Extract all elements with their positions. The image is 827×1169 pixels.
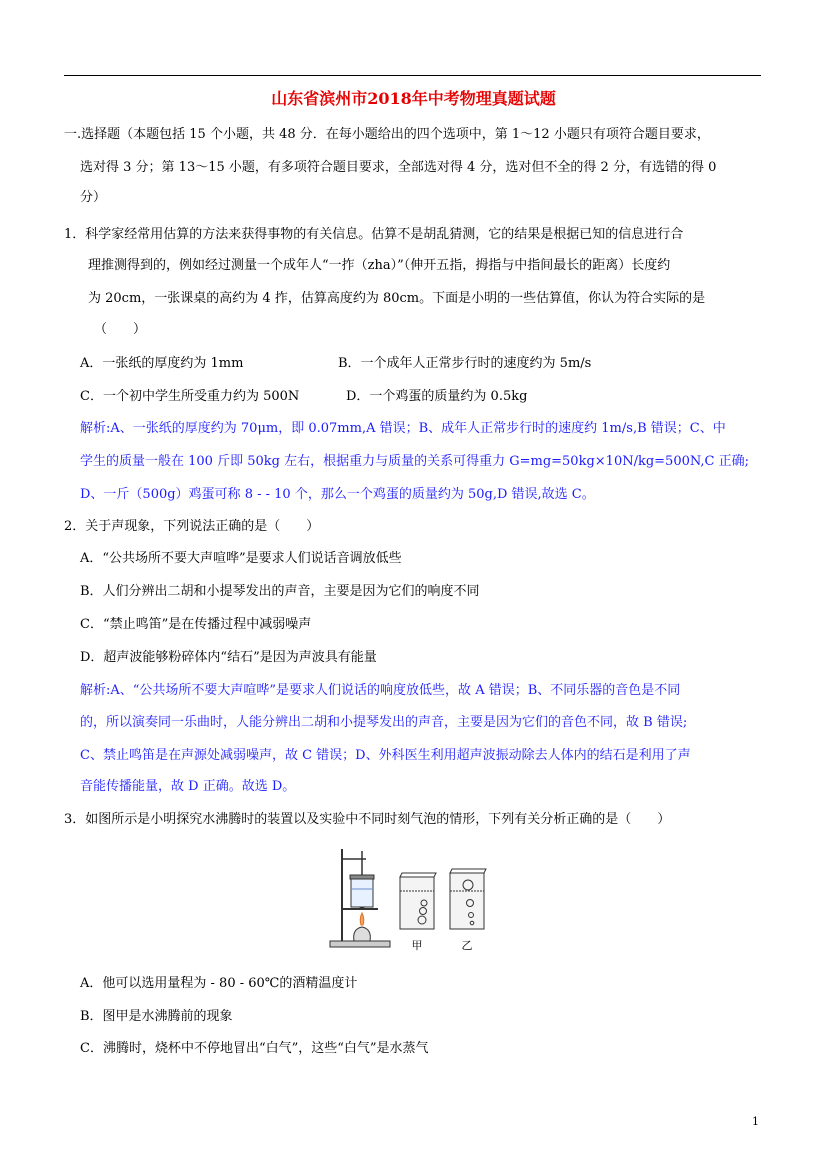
beaker-jia	[400, 873, 436, 929]
q1-option-c: C．一个初中学生所受重力约为 500N	[80, 389, 300, 404]
header-rule	[64, 75, 761, 76]
section-intro-line-1: 一.选择题（本题包括 15 个小题，共 48 分．在每小题给出的四个选项中，第 1～12 小题只有项符合题目要求，	[64, 127, 710, 142]
boiling-experiment-figure	[328, 845, 498, 955]
q2-option-c: C．“禁止鸣笛”是在传播过程中减弱噪声	[80, 617, 312, 632]
q1-stem-line-2: 理推测得到的，例如经过测量一个成年人“一拃（zha）”（伸开五指，拇指与中指间最长的距离）长度约	[88, 258, 671, 273]
q1-option-a: A．一张纸的厚度约为 1mm	[80, 356, 244, 371]
q2-option-a: A．“公共场所不要大声喧哗”是要求人们说话音调放低些	[80, 551, 402, 566]
q2-answer-line-1: 解析:A、“公共场所不要大声喧哗”是要求人们说话的响度放低些，故 A 错误；B、不同乐器的音色是不同	[80, 683, 681, 698]
q1-answer-line-1: 解析:A、一张纸的厚度约为 70μm，即 0.07mm,A 错误；B、成年人正常步行时的速度约 1m/s,B 错误；C、中	[80, 421, 726, 436]
q2-stem: 2．关于声现象，下列说法正确的是（ ）	[64, 519, 320, 534]
q1-stem-line-4: （ ）	[94, 322, 147, 337]
q1-answer-line-2: 学生的质量一般在 100 斤即 50kg 左右，根据重力与质量的关系可得重力 G=mg=50kg×10N/kg=500N,C 正确;	[80, 454, 750, 469]
q3-option-b: B．图甲是水沸腾前的现象	[80, 1009, 233, 1024]
q2-option-b: B．人们分辨出二胡和小提琴发出的声音，主要是因为它们的响度不同	[80, 584, 480, 599]
apparatus-illustration	[330, 849, 390, 947]
q1-option-d: D．一个鸡蛋的质量约为 0.5kg	[346, 389, 528, 404]
q1-stem-line-3: 为 20cm，一张课桌的高约为 4 拃，估算高度约为 80cm。下面是小明的一些估算值，你认为符合实际的是	[88, 291, 706, 306]
q2-answer-line-4: 音能传播能量，故 D 正确。故选 D。	[80, 779, 296, 794]
q2-answer-line-3: C、禁止鸣笛是在声源处减弱噪声，故 C 错误；D、外科医生利用超声波振动除去人体内的结石是利用了声	[80, 748, 691, 763]
q2-answer-line-2: 的，所以演奏同一乐曲时，人能分辨出二胡和小提琴发出的声音，主要是因为它们的音色不同，故 B 错误;	[80, 715, 688, 730]
page-number: 1	[752, 1115, 759, 1128]
figure-label-jia: 甲	[411, 939, 423, 952]
q1-option-b: B．一个成年人正常步行时的速度约为 5m/s	[338, 356, 592, 371]
beaker-yi	[450, 869, 486, 929]
q3-option-a: A．他可以选用量程为 - 80 - 60℃的酒精温度计	[80, 976, 358, 991]
q1-stem-line-1: 1．科学家经常用估算的方法来获得事物的有关信息。估算不是胡乱猜测，它的结果是根据已知的信息进行合	[64, 227, 684, 242]
q1-answer-line-3: D、一斤（500g）鸡蛋可称 8 - - 10 个，那么一个鸡蛋的质量约为 50g,D 错误,故选 C。	[80, 487, 595, 502]
section-intro-line-2: 选对得 3 分；第 13～15 小题，有多项符合题目要求，全部选对得 4 分，选对但不全的得 2 分，有选错的得 0	[80, 160, 717, 175]
q3-stem: 3．如图所示是小明探究水沸腾时的装置以及实验中不同时刻气泡的情形，下列有关分析正确的是（ ）	[64, 812, 671, 827]
q2-option-d: D．超声波能够粉碎体内“结石”是因为声波具有能量	[80, 650, 377, 665]
figure-label-yi: 乙	[461, 939, 473, 952]
page-title: 山东省滨州市2018年中考物理真题试题	[271, 89, 556, 108]
q3-option-c: C．沸腾时，烧杯中不停地冒出“白气”，这些“白气”是水蒸气	[80, 1041, 429, 1056]
section-intro-line-3: 分）	[80, 190, 107, 205]
